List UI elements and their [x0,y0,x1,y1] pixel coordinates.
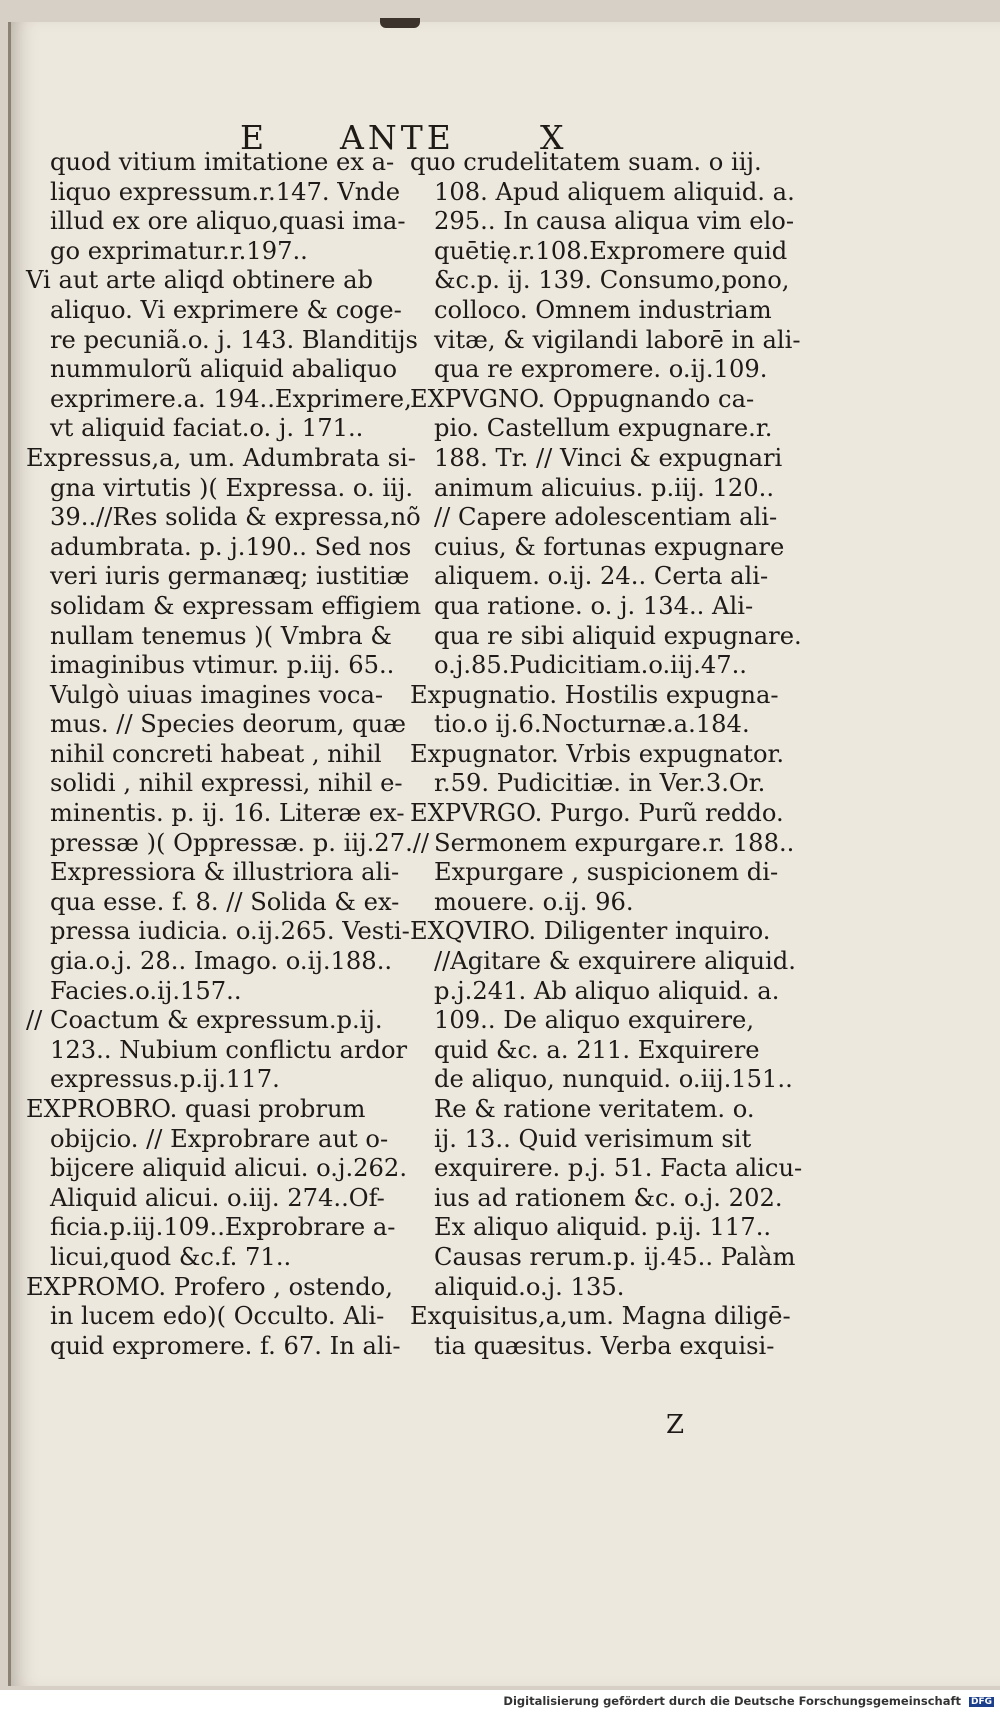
right-column-line: //Agitare & exquirere aliquid. [434,947,796,976]
left-column-line: nummulorũ aliquid abaliquo [50,355,398,384]
right-column-line: qua ratione. o. j. 134.. Ali- [434,591,754,620]
left-column-line: qua esse. f. 8. // Solida & ex- [50,887,400,916]
left-column-line: gna virtutis )( Expressa. o. iij. [50,473,414,502]
right-column-line: pio. Castellum expugnare.r. [434,414,773,443]
left-column-line: vt aliquid faciat.o. j. 171.. [50,414,364,443]
right-column-line: cuius, & fortunas expugnare [434,532,785,561]
right-column-line: quid &c. a. 211. Exquirere [434,1035,760,1064]
right-column-line: qua re sibi aliquid expugnare. [434,621,802,650]
left-column-line: nihil concreti habeat , nihil [50,739,382,768]
right-column-line: Expugnatio. Hostilis expugna- [410,680,779,709]
right-column-line: 108. Apud aliquem aliquid. a. [434,177,795,206]
right-column-line: ij. 13.. Quid verisimum sit [434,1124,752,1153]
right-column-line: ius ad rationem &c. o.j. 202. [434,1183,783,1212]
right-column-line: EXPVRGO. Purgo. Purũ reddo. [410,799,784,828]
right-column-line: vitæ, & vigilandi laborē in ali- [434,325,801,354]
right-column-line: 295.. In causa aliqua vim elo- [434,207,794,236]
left-column-line: licui,quod &c.f. 71.. [50,1242,292,1271]
left-column-line: ficia.p.iij.109..Exprobrare a- [50,1213,396,1242]
right-column-line: r.59. Pudicitiæ. in Ver.3.Or. [434,769,766,798]
right-column [410,148,803,1361]
left-column-line: expressus.p.ij.117. [50,1065,280,1094]
right-column-line: mouere. o.ij. 96. [434,887,634,916]
left-column-line: Facies.o.ij.157.. [50,976,242,1005]
left-column-line: Aliquid alicui. o.iij. 274..Of- [50,1183,385,1212]
right-column-line: Re & ratione veritatem. o. [434,1095,755,1123]
left-column-line: EXPROBRO. quasi probrum [26,1095,366,1123]
right-column-line: de aliquo, nunquid. o.iij.151.. [434,1065,793,1094]
right-column-line: Ex aliquo aliquid. p.ij. 117.. [434,1213,772,1242]
right-column-line: Sermonem expurgare.r. 188.. [434,828,795,857]
left-column-line: pressa iudicia. o.ij.265. Vesti- [50,917,410,946]
left-column-line: obijcio. // Exprobrare aut o- [50,1124,389,1153]
left-column-line: Expressiora & illustriora ali- [50,858,400,887]
right-column-line: EXPVGNO. Oppugnando ca- [410,384,755,413]
right-column-line: o.j.85.Pudicitiam.o.iij.47.. [434,651,747,680]
left-column-line: quod vitium imitatione ex a- [50,148,395,176]
left-column-line: re pecuniã.o. j. 143. Blanditijs [50,325,418,354]
left-column-line: aliquo. Vi exprimere & coge- [50,295,402,324]
dfg-logo-icon: DFG [970,1696,992,1707]
left-column-line: pressæ )( Oppressæ. p. iij.27.// [50,828,430,857]
right-column-line: Exquisitus,a,um. Magna diligē- [410,1302,791,1331]
left-column-line: veri iuris germanæq; iustitiæ [50,562,410,591]
right-column-line: // Capere adolescentiam ali- [434,503,778,532]
left-column-line: nullam tenemus )( Vmbra & [50,621,392,650]
right-column-line: aliquid.o.j. 135. [434,1272,625,1301]
footer-text: Digitalisierung gefördert durch die Deutsche Forschungsgemeinschaft [503,1694,961,1708]
right-column-line: &c.p. ij. 139. Consumo,pono, [434,266,790,295]
right-column-line: aliquem. o.ij. 24.. Certa ali- [434,562,769,591]
page-top-edge [380,18,420,28]
left-column-line: imaginibus vtimur. p.iij. 65.. [50,651,395,680]
left-column-line: liquo expressum.r.147. Vnde [50,177,401,206]
running-head-word: ANTE [340,118,455,157]
left-column-line: illud ex ore aliquo,quasi ima- [50,207,406,236]
left-column-line: go exprimatur.r.197.. [50,236,308,265]
right-column-line: p.j.241. Ab aliquo aliquid. a. [434,976,780,1005]
left-column-line: solidi , nihil expressi, nihil e- [50,769,403,798]
left-column-line: bijcere aliquid alicui. o.j.262. [50,1154,408,1183]
left-column-line: 39..//Res solida & expressa,nõ [50,503,421,532]
right-column-line: EXQVIRO. Diligenter inquiro. [410,917,771,946]
left-column-line: Vi aut arte aliqd obtinere ab [26,266,373,295]
right-column-line: quo crudelitatem suam. o iij. [410,148,762,176]
right-column-line: 109.. De aliquo exquirere, [434,1006,755,1035]
right-column-line: exquirere. p.j. 51. Facta alicu- [434,1154,803,1183]
left-column-line: quid expromere. f. 67. In ali- [50,1331,401,1360]
right-column-line: Expurgare , suspicionem di- [434,858,779,887]
right-column-line: tio.o ij.6.Nocturnæ.a.184. [434,710,750,739]
left-column-line: mus. // Species deorum, quæ [50,710,406,739]
left-column-line: adumbrata. p. j.190.. Sed nos [50,532,412,561]
left-column-line: exprimere.a. 194..Exprimere, [50,384,412,413]
left-column-line: Vulgò uiuas imagines voca- [50,680,384,709]
right-column-line: tia quæsitus. Verba exquisi- [434,1331,775,1360]
left-column-line: in lucem edo)( Occulto. Ali- [50,1302,385,1331]
right-column-line: quētię.r.108.Expromere quid [434,236,788,265]
footer-credit [503,1694,994,1714]
left-column-line: // Coactum & expressum.p.ij. [26,1006,383,1035]
left-column-line: solidam & expressam effigiem [50,591,422,620]
right-column-line: Expugnator. Vrbis expugnator. [410,739,785,768]
left-column-line: minentis. p. ij. 16. Literæ ex- [50,799,405,828]
right-column-line: colloco. Omnem industriam [434,295,772,324]
running-head-left-letter: E [240,118,269,157]
right-column-line: Causas rerum.p. ij.45.. Palàm [434,1242,796,1271]
right-column-line: 188. Tr. // Vinci & expugnari [434,443,783,472]
catchword: Z [666,1410,685,1440]
right-column-line: qua re expromere. o.ij.109. [434,355,768,384]
left-column-line: EXPROMO. Profero , ostendo, [26,1272,393,1301]
left-column-line: 123.. Nubium conflictu ardor [50,1035,408,1064]
left-column [26,148,430,1361]
running-head-right-letter: X [540,118,568,157]
left-column-line: gia.o.j. 28.. Imago. o.ij.188.. [50,947,393,976]
left-column-line: Expressus,a, um. Adumbrata si- [26,443,416,472]
right-column-line: animum alicuius. p.iij. 120.. [434,473,775,502]
